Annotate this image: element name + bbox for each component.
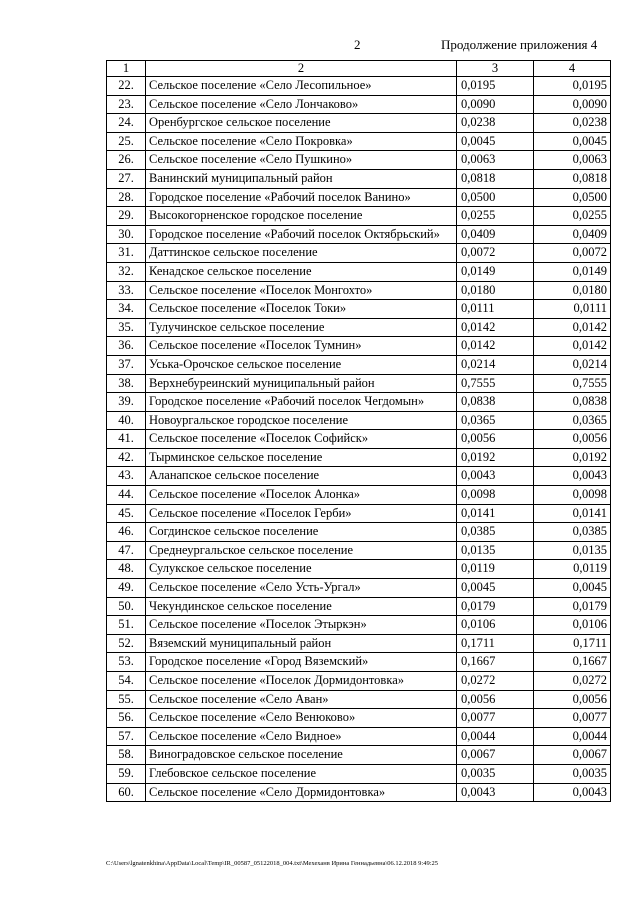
- value-column-3: 0,0142: [457, 337, 534, 356]
- value-column-3: 0,0214: [457, 355, 534, 374]
- table-row: [107, 746, 611, 765]
- value-column-3: 0,0141: [457, 504, 534, 523]
- row-number: 46.: [107, 523, 146, 542]
- settlement-name: Новоургальское городское поселение: [146, 411, 457, 430]
- settlement-name: Сельское поселение «Поселок Алонка»: [146, 486, 457, 505]
- value-column-3: 0,0142: [457, 318, 534, 337]
- settlement-name: Сельское поселение «Село Лесопильное»: [146, 77, 457, 96]
- settlement-name: Сельское поселение «Поселок Софийск»: [146, 430, 457, 449]
- value-column-3: 0,0067: [457, 746, 534, 765]
- value-column-4: 0,0818: [534, 169, 611, 188]
- value-column-4: 0,0180: [534, 281, 611, 300]
- value-column-4: 0,0063: [534, 151, 611, 170]
- row-number: 37.: [107, 355, 146, 374]
- settlement-name: Сельское поселение «Село Покровка»: [146, 132, 457, 151]
- settlement-name: Городское поселение «Рабочий поселок Чегдомын»: [146, 393, 457, 412]
- value-column-3: 0,0045: [457, 132, 534, 151]
- settlement-name: Сельское поселение «Село Пушкино»: [146, 151, 457, 170]
- row-number: 29.: [107, 207, 146, 226]
- value-column-4: 0,0119: [534, 560, 611, 579]
- value-column-3: 0,0098: [457, 486, 534, 505]
- table-row: [107, 597, 611, 616]
- settlement-name: Верхнебуреинский муниципальный район: [146, 374, 457, 393]
- settlement-name: Сельское поселение «Село Лончаково»: [146, 95, 457, 114]
- row-number: 26.: [107, 151, 146, 170]
- settlement-name: Согдинское сельское поселение: [146, 523, 457, 542]
- table-row: [107, 188, 611, 207]
- table-row: [107, 281, 611, 300]
- value-column-4: 0,0043: [534, 467, 611, 486]
- value-column-3: 0,0045: [457, 579, 534, 598]
- settlement-name: Городское поселение «Рабочий поселок Ванино»: [146, 188, 457, 207]
- table-row: [107, 411, 611, 430]
- row-number: 23.: [107, 95, 146, 114]
- row-number: 51.: [107, 616, 146, 635]
- value-column-3: 0,0043: [457, 783, 534, 802]
- row-number: 57.: [107, 727, 146, 746]
- row-number: 31.: [107, 244, 146, 263]
- settlement-name: Сельское поселение «Поселок Тумнин»: [146, 337, 457, 356]
- settlement-name: Тулучинское сельское поселение: [146, 318, 457, 337]
- value-column-4: 0,0365: [534, 411, 611, 430]
- value-column-4: 0,0056: [534, 430, 611, 449]
- table-row: [107, 300, 611, 319]
- table-row: [107, 374, 611, 393]
- value-column-4: 0,0067: [534, 746, 611, 765]
- row-number: 58.: [107, 746, 146, 765]
- table-row: [107, 244, 611, 263]
- value-column-4: 0,0045: [534, 579, 611, 598]
- row-number: 32.: [107, 262, 146, 281]
- row-number: 38.: [107, 374, 146, 393]
- value-column-3: 0,0818: [457, 169, 534, 188]
- row-number: 25.: [107, 132, 146, 151]
- value-column-3: 0,0106: [457, 616, 534, 635]
- value-column-3: 0,0195: [457, 77, 534, 96]
- column-header: 2: [146, 61, 457, 77]
- value-column-4: 0,0106: [534, 616, 611, 635]
- row-number: 27.: [107, 169, 146, 188]
- table-row: [107, 318, 611, 337]
- column-header: 3: [457, 61, 534, 77]
- settlement-name: Сулукское сельское поселение: [146, 560, 457, 579]
- value-column-3: 0,0111: [457, 300, 534, 319]
- value-column-3: 0,0072: [457, 244, 534, 263]
- value-column-4: 0,0142: [534, 318, 611, 337]
- value-column-4: 0,0043: [534, 783, 611, 802]
- settlement-name: Сельское поселение «Поселок Токи»: [146, 300, 457, 319]
- value-column-3: 0,0409: [457, 225, 534, 244]
- settlement-name: Сельское поселение «Поселок Этыркэн»: [146, 616, 457, 635]
- value-column-3: 0,0838: [457, 393, 534, 412]
- value-column-3: 0,1667: [457, 653, 534, 672]
- table-row: [107, 616, 611, 635]
- value-column-3: 0,0056: [457, 690, 534, 709]
- table-row: [107, 486, 611, 505]
- value-column-3: 0,0385: [457, 523, 534, 542]
- table-row: [107, 151, 611, 170]
- row-number: 22.: [107, 77, 146, 96]
- table-row: [107, 653, 611, 672]
- settlement-name: Сельское поселение «Село Аван»: [146, 690, 457, 709]
- row-number: 52.: [107, 634, 146, 653]
- column-header: 4: [534, 61, 611, 77]
- value-column-3: 0,0179: [457, 597, 534, 616]
- settlement-name: Оренбургское сельское поселение: [146, 114, 457, 133]
- row-number: 33.: [107, 281, 146, 300]
- settlement-name: Сельское поселение «Поселок Герби»: [146, 504, 457, 523]
- value-column-3: 0,0272: [457, 672, 534, 691]
- row-number: 34.: [107, 300, 146, 319]
- value-column-3: 0,0365: [457, 411, 534, 430]
- file-path-footer: C:\Users\lgnatenkhina\AppData\Local\Temp\IR_00587_05122018_004.txt\Мехеханв Ирина Геннадьевна\06.12.2018 9:49:25: [106, 860, 438, 867]
- row-number: 48.: [107, 560, 146, 579]
- row-number: 39.: [107, 393, 146, 412]
- value-column-3: 0,0077: [457, 709, 534, 728]
- settlement-name: Сельское поселение «Поселок Монгохто»: [146, 281, 457, 300]
- table-row: [107, 95, 611, 114]
- settlement-name: Сельское поселение «Поселок Дормидонтовка»: [146, 672, 457, 691]
- value-column-4: 0,0077: [534, 709, 611, 728]
- row-number: 24.: [107, 114, 146, 133]
- table-row: [107, 764, 611, 783]
- settlement-name: Сельское поселение «Село Видное»: [146, 727, 457, 746]
- value-column-4: 0,0409: [534, 225, 611, 244]
- settlement-name: Сельское поселение «Село Усть-Ургал»: [146, 579, 457, 598]
- value-column-4: 0,0135: [534, 541, 611, 560]
- value-column-4: 0,0272: [534, 672, 611, 691]
- row-number: 53.: [107, 653, 146, 672]
- value-column-4: 0,0838: [534, 393, 611, 412]
- value-column-3: 0,0255: [457, 207, 534, 226]
- row-number: 47.: [107, 541, 146, 560]
- row-number: 30.: [107, 225, 146, 244]
- table-row: [107, 132, 611, 151]
- value-column-4: 0,1667: [534, 653, 611, 672]
- table-row: [107, 114, 611, 133]
- settlement-name: Тырминское сельское поселение: [146, 448, 457, 467]
- value-column-4: 0,0192: [534, 448, 611, 467]
- value-column-3: 0,0135: [457, 541, 534, 560]
- row-number: 59.: [107, 764, 146, 783]
- row-number: 55.: [107, 690, 146, 709]
- value-column-4: 0,0035: [534, 764, 611, 783]
- value-column-4: 0,0238: [534, 114, 611, 133]
- page-number: 2: [354, 37, 361, 52]
- table-row: [107, 709, 611, 728]
- settlement-name: Уська-Орочское сельское поселение: [146, 355, 457, 374]
- table-row: [107, 560, 611, 579]
- row-number: 28.: [107, 188, 146, 207]
- row-number: 36.: [107, 337, 146, 356]
- settlement-name: Виноградовское сельское поселение: [146, 746, 457, 765]
- settlement-name: Вяземский муниципальный район: [146, 634, 457, 653]
- table-row: [107, 523, 611, 542]
- value-column-4: 0,0500: [534, 188, 611, 207]
- value-column-3: 0,0149: [457, 262, 534, 281]
- table-header-row: [107, 61, 611, 77]
- value-column-4: 0,0072: [534, 244, 611, 263]
- table-row: [107, 579, 611, 598]
- value-column-3: 0,1711: [457, 634, 534, 653]
- value-column-3: 0,7555: [457, 374, 534, 393]
- value-column-4: 0,0195: [534, 77, 611, 96]
- continuation-heading: Продолжение приложения 4: [441, 37, 598, 52]
- value-column-4: 0,0385: [534, 523, 611, 542]
- table-row: [107, 467, 611, 486]
- settlement-name: Аланапское сельское поселение: [146, 467, 457, 486]
- settlement-name: Сельское поселение «Село Дормидонтовка»: [146, 783, 457, 802]
- row-number: 45.: [107, 504, 146, 523]
- table-row: [107, 355, 611, 374]
- column-header: 1: [107, 61, 146, 77]
- value-column-4: 0,0111: [534, 300, 611, 319]
- value-column-3: 0,0035: [457, 764, 534, 783]
- row-number: 54.: [107, 672, 146, 691]
- row-number: 56.: [107, 709, 146, 728]
- appendix-table: [106, 60, 611, 802]
- row-number: 40.: [107, 411, 146, 430]
- value-column-4: 0,0141: [534, 504, 611, 523]
- settlement-name: Сельское поселение «Село Венюково»: [146, 709, 457, 728]
- table-row: [107, 727, 611, 746]
- value-column-4: 0,0056: [534, 690, 611, 709]
- row-number: 60.: [107, 783, 146, 802]
- table-row: [107, 169, 611, 188]
- value-column-4: 0,7555: [534, 374, 611, 393]
- value-column-3: 0,0056: [457, 430, 534, 449]
- row-number: 50.: [107, 597, 146, 616]
- table-row: [107, 672, 611, 691]
- settlement-name: Кенадское сельское поселение: [146, 262, 457, 281]
- value-column-4: 0,0142: [534, 337, 611, 356]
- table-row: [107, 262, 611, 281]
- row-number: 43.: [107, 467, 146, 486]
- row-number: 35.: [107, 318, 146, 337]
- value-column-3: 0,0180: [457, 281, 534, 300]
- value-column-4: 0,0098: [534, 486, 611, 505]
- table-row: [107, 504, 611, 523]
- row-number: 41.: [107, 430, 146, 449]
- table-row: [107, 225, 611, 244]
- row-number: 44.: [107, 486, 146, 505]
- table-row: [107, 393, 611, 412]
- value-column-3: 0,0044: [457, 727, 534, 746]
- value-column-3: 0,0063: [457, 151, 534, 170]
- settlement-name: Городское поселение «Город Вяземский»: [146, 653, 457, 672]
- value-column-3: 0,0192: [457, 448, 534, 467]
- value-column-3: 0,0090: [457, 95, 534, 114]
- value-column-3: 0,0238: [457, 114, 534, 133]
- settlement-name: Ванинский муниципальный район: [146, 169, 457, 188]
- table-row: [107, 207, 611, 226]
- table-row: [107, 430, 611, 449]
- value-column-4: 0,0090: [534, 95, 611, 114]
- value-column-4: 0,0255: [534, 207, 611, 226]
- value-column-3: 0,0043: [457, 467, 534, 486]
- value-column-4: 0,0149: [534, 262, 611, 281]
- table-row: [107, 634, 611, 653]
- value-column-4: 0,0045: [534, 132, 611, 151]
- settlement-name: Даттинское сельское поселение: [146, 244, 457, 263]
- table-row: [107, 690, 611, 709]
- row-number: 49.: [107, 579, 146, 598]
- value-column-4: 0,0214: [534, 355, 611, 374]
- value-column-3: 0,0500: [457, 188, 534, 207]
- value-column-4: 0,0179: [534, 597, 611, 616]
- value-column-4: 0,1711: [534, 634, 611, 653]
- row-number: 42.: [107, 448, 146, 467]
- settlement-name: Высокогорненское городское поселение: [146, 207, 457, 226]
- settlement-name: Среднеургальское сельское поселение: [146, 541, 457, 560]
- settlement-name: Глебовское сельское поселение: [146, 764, 457, 783]
- table-row: [107, 541, 611, 560]
- table-row: [107, 783, 611, 802]
- value-column-3: 0,0119: [457, 560, 534, 579]
- table-row: [107, 448, 611, 467]
- table-row: [107, 337, 611, 356]
- table-row: [107, 77, 611, 96]
- value-column-4: 0,0044: [534, 727, 611, 746]
- settlement-name: Городское поселение «Рабочий поселок Октябрьский»: [146, 225, 457, 244]
- settlement-name: Чекундинское сельское поселение: [146, 597, 457, 616]
